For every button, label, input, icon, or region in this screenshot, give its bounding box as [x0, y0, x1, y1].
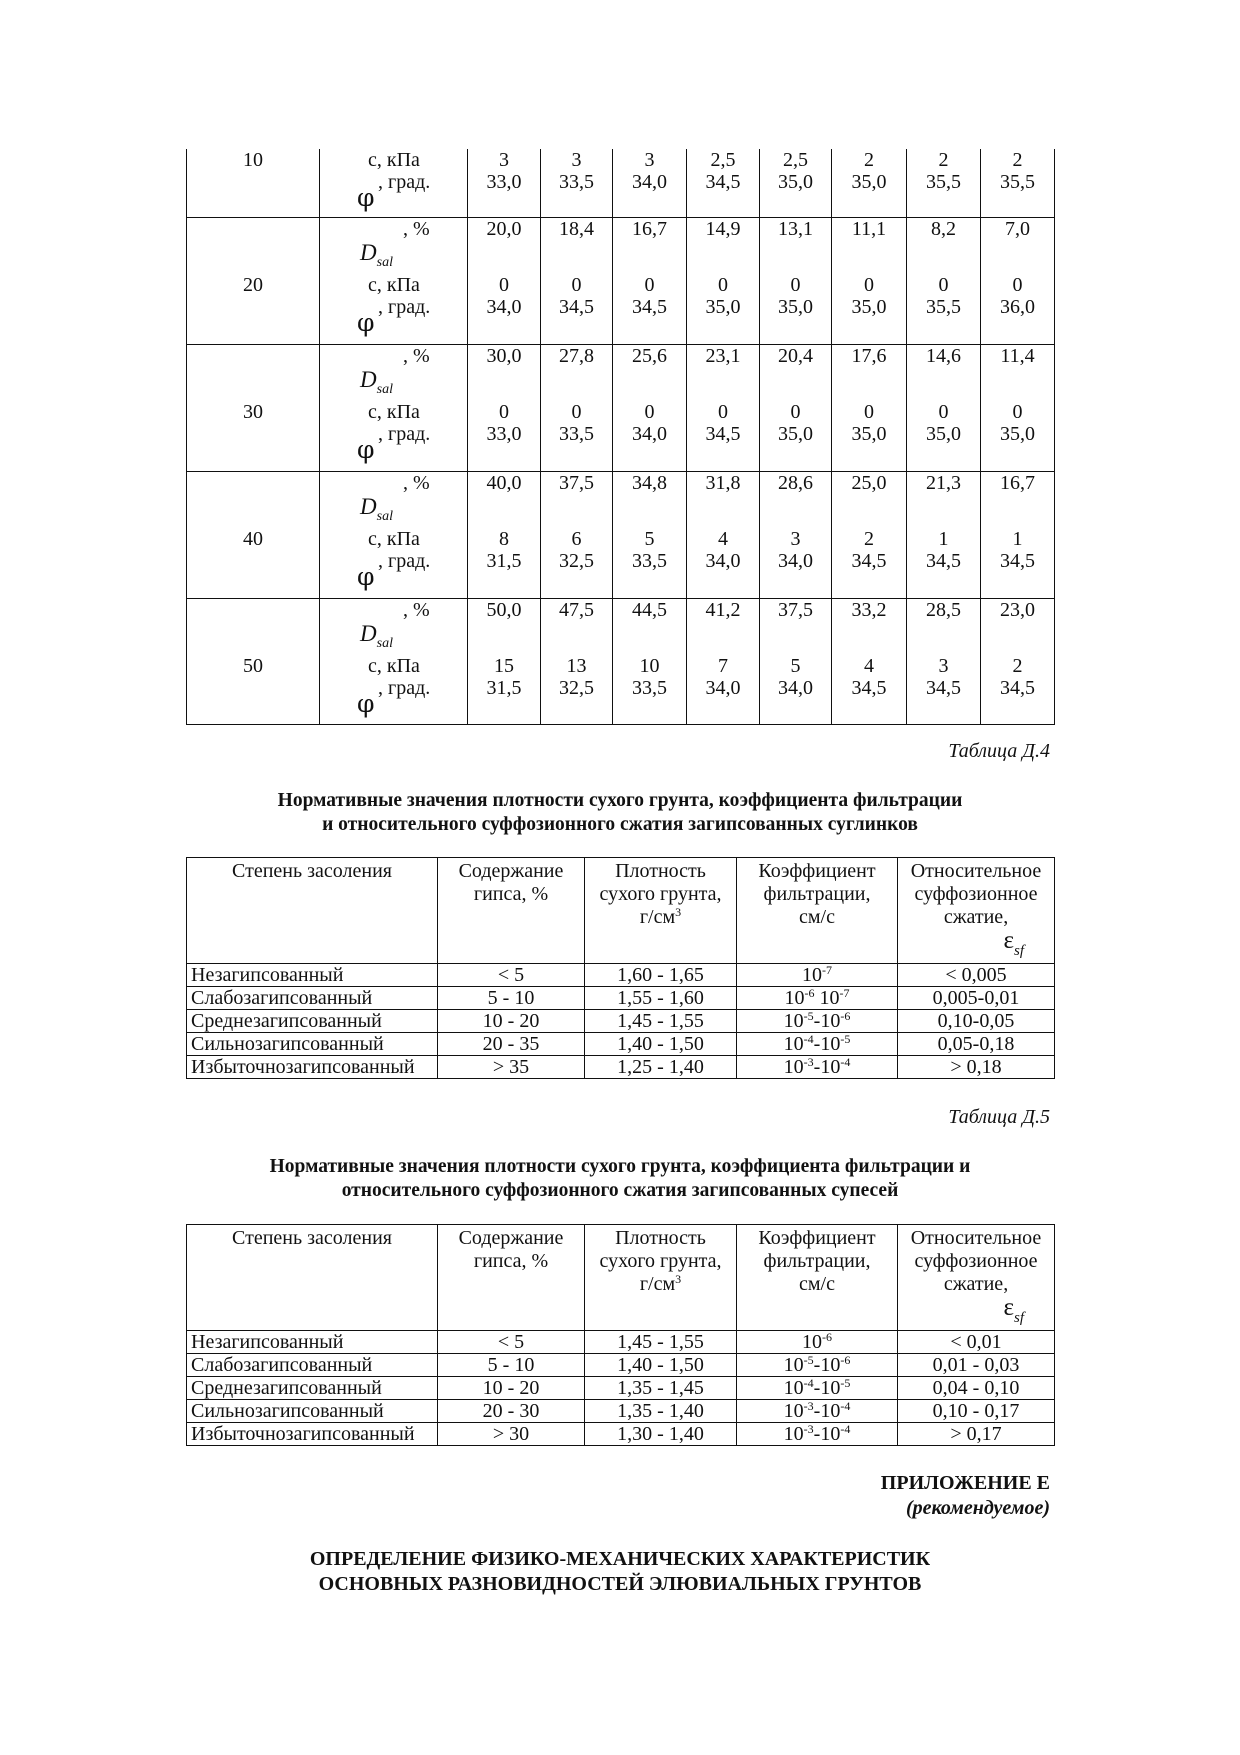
d3-phi-value: 35,0 [851, 171, 887, 193]
d3-phi-value: 33,5 [559, 171, 594, 193]
d3-dsal-label: , % [403, 218, 430, 240]
cell-filtration: $10^{-3}-10^{-4}$ [737, 1400, 898, 1423]
d3-phi-symbol: φ [357, 562, 375, 591]
table-row [187, 1056, 1055, 1079]
d3-dsal-value: 18,4 [559, 218, 594, 240]
d3-phi-value: 34,0 [632, 423, 667, 445]
d3-phi-value: 34,0 [778, 677, 813, 699]
d3-phi-value: 32,5 [559, 677, 594, 699]
d3-group-number: 20 [243, 274, 263, 296]
table-d5 [186, 1224, 1055, 1446]
header-salinity: Степень засоления [187, 858, 438, 964]
d3-group-number: 40 [243, 528, 263, 550]
d3-dsal-value: 20,0 [486, 218, 522, 240]
d3-dsal-value: 44,5 [632, 599, 667, 621]
cell-salinity: Незагипсованный [187, 1331, 438, 1354]
d3-c-value: 0 [571, 274, 582, 296]
d3-dsal-value: 40,0 [486, 472, 522, 494]
cell-gypsum: > 35 [438, 1056, 585, 1079]
d3-dsal-value: 20,4 [778, 345, 813, 367]
d3-c-value: 4 [864, 655, 874, 677]
d3-group-row [187, 218, 1055, 345]
d3-c-value: 2,5 [783, 149, 808, 171]
d3-c-value: 0 [864, 274, 874, 296]
d3-c-value: 0 [1012, 274, 1023, 296]
d3-dsal-symbol: $D_{sal}$ [360, 367, 393, 397]
d3-phi-value: 35,5 [926, 296, 961, 318]
d3-phi-value: 33,0 [486, 171, 522, 193]
cell-compression: 0,04 - 0,10 [898, 1377, 1055, 1400]
cell-salinity: Среднезагипсованный [187, 1377, 438, 1400]
d3-c-value: 0 [571, 401, 582, 423]
d3-phi-value: 35,0 [926, 423, 961, 445]
d3-phi-symbol: φ [357, 183, 375, 212]
header-gypsum: Содержание гипса, % [438, 858, 585, 964]
cell-compression: 0,10-0,05 [898, 1010, 1055, 1033]
d3-dsal-value: 14,6 [926, 345, 961, 367]
d3-c-value: 0 [790, 401, 801, 423]
d3-c-value: 0 [644, 274, 655, 296]
d3-dsal-value: 23,0 [1000, 599, 1035, 621]
table-row [187, 1377, 1055, 1400]
d3-c-value: 15 [494, 655, 514, 677]
table-header-row [187, 1225, 1055, 1331]
d3-dsal-value: 33,2 [851, 599, 887, 621]
d3-dsal-value: 25,6 [632, 345, 667, 367]
table-d5-title: Нормативные значения плотности сухого грунта, коэффициента фильтрации и относительного суффозионного сжатия загипсованных супесей [269, 1156, 971, 1201]
d3-c-value: 0 [644, 401, 655, 423]
cell-filtration: $10^{-4}-10^{-5}$ [737, 1033, 898, 1056]
d3-phi-label: , град. [378, 296, 431, 318]
d3-c-value: 3 [938, 655, 949, 677]
cell-gypsum: < 5 [438, 1331, 585, 1354]
d3-phi-value: 35,0 [778, 171, 813, 193]
appendix-heading [881, 1471, 1050, 1521]
d3-phi-value: 33,0 [486, 423, 522, 445]
header-compression: Относительное суффозионное сжатие, $\varepsilon_{sf}$ [898, 1225, 1055, 1331]
epsilon-sf-symbol: $\varepsilon_{sf}$ [1003, 1294, 1024, 1326]
d3-c-value: 5 [790, 655, 801, 677]
d3-phi-value: 34,5 [926, 550, 961, 572]
cell-compression: 0,01 - 0,03 [898, 1354, 1055, 1377]
d3-dsal-value: 28,5 [926, 599, 961, 621]
d3-dsal-value: 13,1 [778, 218, 813, 240]
cell-filtration: $10^{-6}$ [737, 1331, 898, 1354]
d3-c-value: 1 [1012, 528, 1023, 550]
d3-phi-value: 34,0 [486, 296, 522, 318]
cell-salinity: Сильнозагипсованный [187, 1033, 438, 1056]
cell-density: 1,25 - 1,40 [585, 1056, 737, 1079]
cell-gypsum: < 5 [438, 964, 585, 987]
d3-phi-value: 35,0 [851, 296, 887, 318]
cell-salinity: Избыточнозагипсованный [187, 1056, 438, 1079]
d3-dsal-value: 34,8 [632, 472, 667, 494]
epsilon-sf-symbol: $\varepsilon_{sf}$ [1003, 927, 1024, 959]
header-gypsum: Содержание гипса, % [438, 1225, 585, 1331]
table-row [187, 987, 1055, 1010]
d3-dsal-value: 30,0 [486, 345, 522, 367]
d3-c-value: 13 [566, 655, 587, 677]
cell-density: 1,35 - 1,45 [585, 1377, 737, 1400]
d3-c-value: 5 [644, 528, 655, 550]
cell-filtration: $10^{-3}-10^{-4}$ [737, 1423, 898, 1446]
d3-c-value: 0 [938, 401, 949, 423]
cell-density: 1,40 - 1,50 [585, 1354, 737, 1377]
d3-c-value: 2 [1012, 149, 1023, 171]
table-row [187, 1010, 1055, 1033]
d3-group-number: 10 [243, 149, 263, 171]
d3-phi-value: 35,0 [1000, 423, 1035, 445]
d3-dsal-value: 14,9 [705, 218, 741, 240]
d3-group-row [187, 472, 1055, 599]
d3-phi-value: 34,5 [1000, 677, 1035, 699]
d3-phi-label: , град. [378, 677, 431, 699]
d3-dsal-value: 50,0 [486, 599, 522, 621]
d3-c-value: 1 [938, 528, 949, 550]
cell-gypsum: 20 - 30 [438, 1400, 585, 1423]
d3-dsal-label: , % [403, 599, 430, 621]
cell-gypsum: 10 - 20 [438, 1010, 585, 1033]
d3-c-value: 2 [864, 528, 874, 550]
d3-phi-value: 34,5 [559, 296, 594, 318]
table-d3-continuation [186, 149, 1055, 725]
d3-phi-value: 32,5 [559, 550, 594, 572]
cell-density: 1,60 - 1,65 [585, 964, 737, 987]
cell-gypsum: 5 - 10 [438, 1354, 585, 1377]
d3-dsal-value: 8,2 [931, 218, 956, 240]
cell-compression: < 0,005 [898, 964, 1055, 987]
d3-c-value: 0 [499, 401, 509, 423]
d3-phi-value: 34,5 [1000, 550, 1035, 572]
header-density: Плотность сухого грунта, $г/см^3$ [585, 1225, 737, 1331]
d3-c-label: с, кПа [368, 274, 420, 296]
cell-density: 1,35 - 1,40 [585, 1400, 737, 1423]
d3-dsal-symbol: $D_{sal}$ [360, 240, 393, 270]
header-compression: Относительное суффозионное сжатие, $\varepsilon_{sf}$ [898, 858, 1055, 964]
cell-salinity: Среднезагипсованный [187, 1010, 438, 1033]
table-row [187, 1331, 1055, 1354]
d3-dsal-value: 31,8 [705, 472, 741, 494]
table-row [187, 1033, 1055, 1056]
d3-dsal-value: 37,5 [559, 472, 594, 494]
d3-c-value: 10 [639, 655, 660, 677]
d3-phi-value: 36,0 [1000, 296, 1035, 318]
d3-c-value: 0 [718, 274, 728, 296]
d3-phi-value: 34,5 [632, 296, 667, 318]
header-density: Плотность сухого грунта, $г/см^3$ [585, 858, 737, 964]
table-d4 [186, 857, 1055, 1079]
d3-phi-label: , град. [378, 423, 431, 445]
cell-compression: < 0,01 [898, 1331, 1055, 1354]
d3-c-value: 6 [571, 528, 582, 550]
cell-gypsum: 5 - 10 [438, 987, 585, 1010]
d3-phi-value: 34,5 [705, 171, 741, 193]
d3-c-value: 4 [718, 528, 728, 550]
d3-phi-value: 33,5 [632, 677, 667, 699]
cell-salinity: Избыточнозагипсованный [187, 1423, 438, 1446]
d3-c-value: 7 [718, 655, 728, 677]
d3-phi-label: , град. [378, 550, 431, 572]
d3-c-label: с, кПа [368, 528, 420, 550]
cell-salinity: Слабозагипсованный [187, 987, 438, 1010]
d3-dsal-value: 27,8 [559, 345, 594, 367]
d3-phi-value: 34,5 [926, 677, 961, 699]
d3-dsal-value: 47,5 [559, 599, 594, 621]
d3-dsal-value: 37,5 [778, 599, 813, 621]
d3-phi-value: 35,5 [1000, 171, 1035, 193]
d3-dsal-value: 16,7 [1000, 472, 1035, 494]
d3-c-label: с, кПа [368, 149, 420, 171]
cell-density: 1,55 - 1,60 [585, 987, 737, 1010]
appendix-title: ОПРЕДЕЛЕНИЕ ФИЗИКО-МЕХАНИЧЕСКИХ ХАРАКТЕРИСТИК ОСНОВНЫХ РАЗНОВИДНОСТЕЙ ЭЛЮВИАЛЬНЫХ ГРУНТОВ [309, 1548, 931, 1595]
d3-phi-value: 35,5 [926, 171, 961, 193]
d3-phi-value: 35,0 [851, 423, 887, 445]
table-row [187, 1423, 1055, 1446]
d3-dsal-value: 21,3 [926, 472, 961, 494]
d3-group-number: 30 [243, 401, 263, 423]
d3-phi-value: 34,5 [851, 677, 887, 699]
d3-dsal-value: 23,1 [705, 345, 741, 367]
d3-phi-symbol: φ [357, 435, 375, 464]
d3-c-value: 0 [864, 401, 874, 423]
d3-phi-value: 34,0 [632, 171, 667, 193]
d3-group-row [187, 599, 1055, 725]
cell-compression: 0,10 - 0,17 [898, 1400, 1055, 1423]
d3-phi-value: 34,5 [851, 550, 887, 572]
d3-c-value: 0 [1012, 401, 1023, 423]
d3-phi-value: 35,0 [778, 296, 813, 318]
d3-phi-value: 35,0 [778, 423, 813, 445]
d3-group-row [187, 345, 1055, 472]
d3-phi-symbol: φ [357, 308, 375, 337]
cell-density: 1,40 - 1,50 [585, 1033, 737, 1056]
d3-phi-value: 34,0 [705, 550, 741, 572]
d3-dsal-label: , % [403, 345, 430, 367]
d3-c-value: 0 [938, 274, 949, 296]
cell-compression: 0,05-0,18 [898, 1033, 1055, 1056]
d3-phi-value: 33,5 [559, 423, 594, 445]
d3-c-value: 3 [571, 149, 582, 171]
cell-filtration: $10^{-4}-10^{-5}$ [737, 1377, 898, 1400]
d3-dsal-value: 28,6 [778, 472, 813, 494]
cell-salinity: Слабозагипсованный [187, 1354, 438, 1377]
d3-phi-value: 35,0 [705, 296, 741, 318]
d3-phi-symbol: φ [357, 689, 375, 718]
appendix-subtitle: (рекомендуемое) [906, 1497, 1050, 1519]
table-header-row [187, 858, 1055, 964]
d3-dsal-symbol: $D_{sal}$ [360, 494, 393, 524]
table-d5-caption: Таблица Д.5 [948, 1106, 1050, 1128]
d3-dsal-value: 17,6 [851, 345, 887, 367]
d3-c-value: 2,5 [710, 149, 736, 171]
d3-c-value: 0 [790, 274, 801, 296]
d3-dsal-value: 11,1 [851, 218, 887, 240]
cell-filtration: $10^{-7}$ [737, 964, 898, 987]
table-d4-title: Нормативные значения плотности сухого грунта, коэффициента фильтрации и относительного суффозионного сжатия загипсованных суглинков [277, 790, 963, 835]
d3-c-value: 2 [864, 149, 874, 171]
d3-c-value: 8 [499, 528, 509, 550]
d3-c-value: 2 [1012, 655, 1023, 677]
header-filtration: Коэффициент фильтрации, см/с [737, 1225, 898, 1331]
d3-phi-value: 34,0 [778, 550, 813, 572]
cell-filtration: $10^{-3}-10^{-4}$ [737, 1056, 898, 1079]
table-row [187, 1354, 1055, 1377]
header-filtration: Коэффициент фильтрации, см/с [737, 858, 898, 964]
cell-density: 1,45 - 1,55 [585, 1010, 737, 1033]
d3-phi-value: 33,5 [632, 550, 667, 572]
d3-dsal-value: 16,7 [632, 218, 667, 240]
d3-c-value: 2 [938, 149, 949, 171]
d3-dsal-label: , % [403, 472, 430, 494]
d3-c-value: 3 [499, 149, 509, 171]
table-row [187, 964, 1055, 987]
cell-salinity: Сильнозагипсованный [187, 1400, 438, 1423]
cell-filtration: $10^{-5}-10^{-6}$ [737, 1354, 898, 1377]
d3-phi-label: , град. [378, 171, 431, 193]
cell-compression: 0,005-0,01 [898, 987, 1055, 1010]
d3-dsal-value: 25,0 [851, 472, 887, 494]
cell-density: 1,30 - 1,40 [585, 1423, 737, 1446]
d3-phi-value: 31,5 [486, 550, 522, 572]
cell-density: 1,45 - 1,55 [585, 1331, 737, 1354]
d3-c-label: с, кПа [368, 401, 420, 423]
d3-dsal-symbol: $D_{sal}$ [360, 621, 393, 651]
cell-gypsum: 20 - 35 [438, 1033, 585, 1056]
table-d4-caption: Таблица Д.4 [948, 740, 1050, 762]
d3-dsal-value: 11,4 [1000, 345, 1035, 367]
d3-c-value: 0 [718, 401, 728, 423]
cell-compression: > 0,17 [898, 1423, 1055, 1446]
d3-group-row [187, 149, 1055, 218]
cell-salinity: Незагипсованный [187, 964, 438, 987]
d3-c-value: 3 [790, 528, 801, 550]
cell-gypsum: > 30 [438, 1423, 585, 1446]
d3-c-label: с, кПа [368, 655, 420, 677]
d3-c-value: 0 [499, 274, 509, 296]
cell-gypsum: 10 - 20 [438, 1377, 585, 1400]
d3-c-value: 3 [644, 149, 655, 171]
cell-compression: > 0,18 [898, 1056, 1055, 1079]
d3-dsal-value: 7,0 [1005, 218, 1030, 240]
d3-group-number: 50 [243, 655, 263, 677]
d3-phi-value: 34,0 [705, 677, 741, 699]
d3-phi-value: 31,5 [486, 677, 522, 699]
cell-filtration: $10^{-6}$ $10^{-7}$ [737, 987, 898, 1010]
appendix-label: ПРИЛОЖЕНИЕ Е [880, 1472, 1050, 1494]
d3-phi-value: 34,5 [705, 423, 741, 445]
table-row [187, 1400, 1055, 1423]
cell-filtration: $10^{-5}-10^{-6}$ [737, 1010, 898, 1033]
header-salinity: Степень засоления [187, 1225, 438, 1331]
d3-dsal-value: 41,2 [705, 599, 741, 621]
